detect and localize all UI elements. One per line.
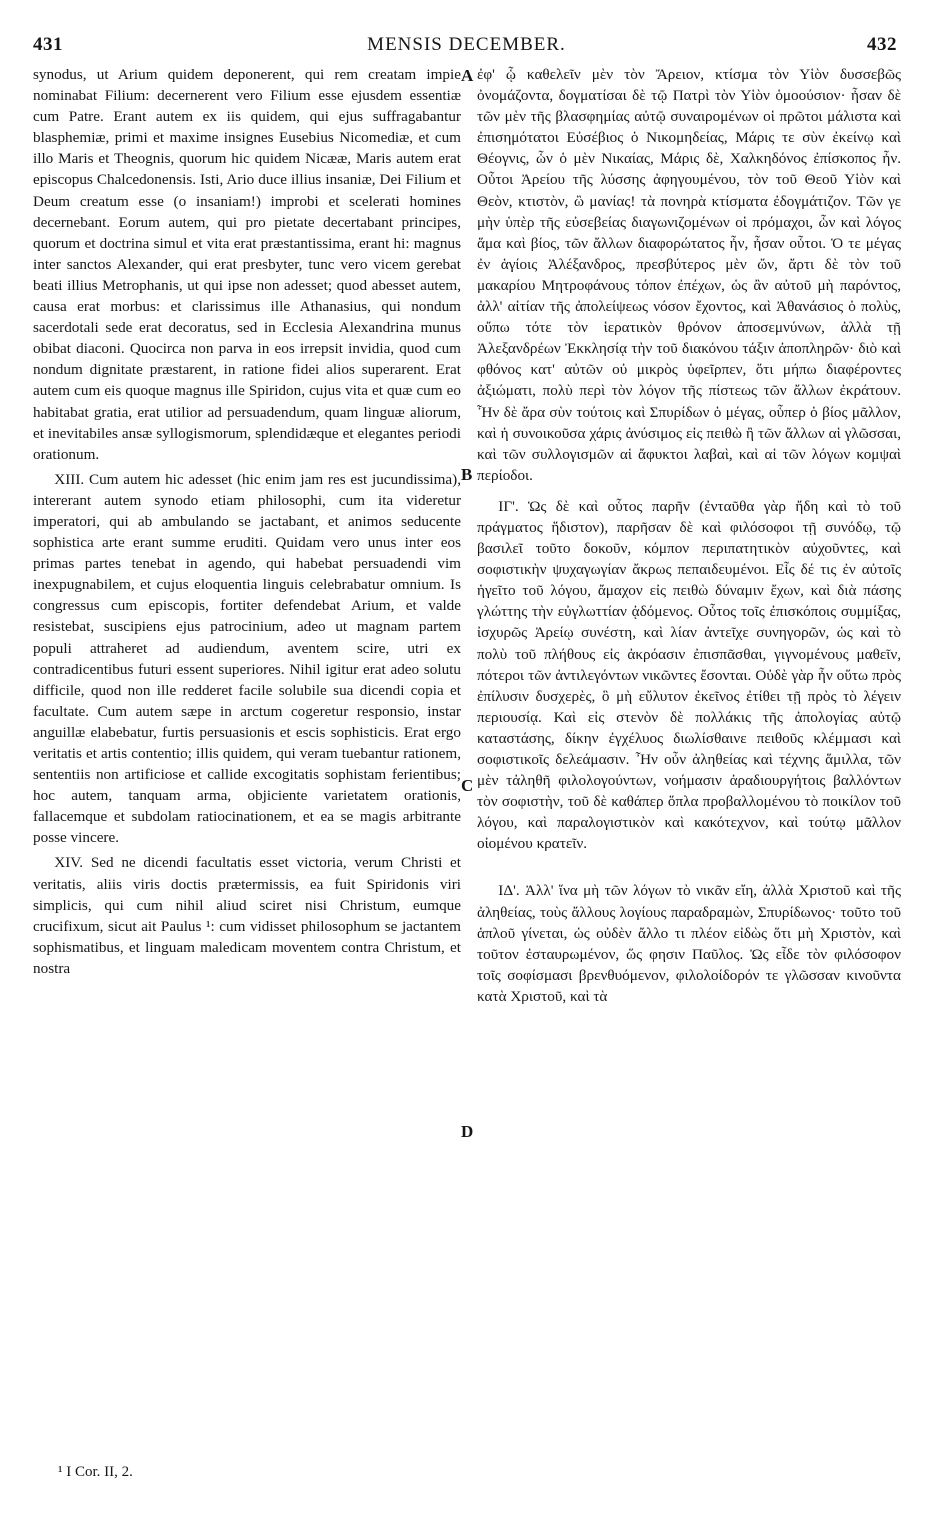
latin-paragraph-xiv: XIV. Sed ne dicendi facultatis esset victoria, verum Christi et veritatis, aliis viris doctis prætermissis, ea fuit Spiridonis viri simplicis, qui cum nihil aliud sciret nisi Christum, eumque crucifixum, sicut ait Paulus ¹: cum vidisset philosophum se jactantem sophismatibus, et linguam maledicam moventem contra Christum, et nostra — [33, 854, 461, 977]
page-number-right: 432 — [867, 34, 897, 55]
latin-paragraph-xiii: XIII. Cum autem hic adesset (hic enim jam res est jucundissima), intererant autem synodo etiam philosophi, cum ita videretur imperatori, qui ab ambulando se jactabant, et animos seducente sophistica arte erant summe eruditi. Quidam vero unus inter eos primas partes tenebat in agendo, qui habebat persuadendi vim inexpugnabilem, et cujus eloquentia linguis celebrabatur omnium. Is congressus cum episcopis, fortiter defendebat Arium, et valde resistebat, suscipiens ejus patrocinium, adeo ut magnam partem populi attraheret ad audiendum, aventem scire, utri ex contradicentibus futuri essent superiores. Nihil igitur erat adeo solutu difficile, quod non ille redderet facile solubile sua dicendi copia et facultate. Cum autem sæpe in arctum cogeretur responsio, instar anguillæ elabebatur, furtis persuasionis et escis sophisticis. Erat ergo veritatis et artis contentio; illis quidem, qui veram tuebantur rationem, sententiis non artificiose et callide excogitatis sophistam ferientibus; hoc autem, tanquam arma, objiciente varietatem orationis, fallacemque et subdolam ratiocinationem, et ea se magis arbitrante posse vincere. — [33, 470, 461, 847]
page-number-left: 431 — [33, 34, 63, 55]
greek-column — [477, 64, 901, 1007]
margin-marker-b: B — [461, 465, 473, 484]
margin-marker-d: D — [461, 1122, 474, 1141]
margin-marker-c: C — [461, 776, 474, 795]
margin-marker-a: A — [461, 66, 474, 85]
greek-paragraph-14: ΙΔ'. Ἀλλ' ἵνα μὴ τῶν λόγων τὸ νικᾶν εἴη, ἀλλὰ Χριστοῦ καὶ τῆς ἀληθείας, τοὺς ἄλλους λογίους παραδραμὼν, Σπυρίδωνος· τοῦτο τοῦ ἁπλοῦ γίνεται, ὡς οὐδὲν ἄλλο τι πλέον εἰδὼς ὅτι μὴ Χριστὸν, καὶ τοῦτον ἐσταυρωμένον, ὥς φησιν Παῦλος. Ὡς εἶδε τὸν φιλόσοφον τοῖς σοφίσμασι βρενθυόμενον, φιλολοίδορόν τε γλῶσσαν κινοῦντα κατὰ Χριστοῦ, καὶ τὰ — [477, 882, 901, 1005]
footnote: ¹ I Cor. II, 2. — [58, 1464, 133, 1480]
running-title: MENSIS DECEMBER. — [367, 34, 566, 55]
greek-paragraph-1: ἐφ' ᾧ καθελεῖν μὲν τὸν Ἄρειον, κτίσμα τὸν Υἱὸν δυσσεβῶς ὀνομάζοντα, δογματίσαι δὲ τῷ Πατρὶ τὸν Υἱὸν ὁμοούσιον· ἦσαν δὲ τῶν μὲν τῆς βλασφημίας αὐτῷ συναιρομένων οἱ πρῶτοι μάλιστα καὶ ἐπισημότατοι Εὐσέβιος ὁ Νικομηδείας, Μάρις τε σὺν ἐκείνῳ καὶ Θέογνις, ὧν ὁ μὲν Νικαίας, Μάρις δὲ, Χαλκηδόνος ἐπίσκοπος ἦν. Οὗτοι Ἀρείου τῆς λύσσης ἀφηγουμένου, τὸν τοῦ Θεοῦ Υἱὸν καὶ Θεὸν, κτιστὸν, ὢ μανίας! τὰ πονηρὰ κτίσματα ἐδογμάτιζον. Τῶν γε μὴν ὑπὲρ τῆς εὐσεβείας διαγωνιζομένων οἱ πρόμαχοι, ὧν καὶ λόγος ἅμα καὶ βίος, τῶν ἄλλων διαφορώτατος ἦν, ἦσαν οὗτοι. Ὁ τε μέγας ἐν ἁγίοις Ἀλέξανδρος, πρεσβύτερος μὲν ὤν, ἄρτι δὲ τὸν τοῦ μακαρίου Μητροφάνους τόπον ἐπέχων, ὡς ἂν αὐτοῦ μὴ παρόντος, ἀλλ' αἰτίαν τῆς ἀπολείψεως νόσον ἔχοντος, καὶ Ἀθανάσιος ὁ πολὺς, οὔπω τότε τὸν ἱερατικὸν θρόνον ἀποσεμνύνων, ἀλλὰ τῇ Ἀλεξανδρέων Ἐκκλησίᾳ τὴν τοῦ διακόνου τάξιν ἀποπληρῶν· διὸ καὶ φθόνος κατ' αὐτῶν οὐ μικρὸς ὑφεῖρπεν, ὅτι μήπω διαφέροντες ἀξιώματι, πολὺ περὶ τὸν λόγον τῆς πίστεως τῶν ἄλλων ἐκράτουν. Ἦν δὲ ἄρα σὺν τούτοις καὶ Σπυρίδων ὁ μέγας, οὗπερ ὁ βίος μᾶλλον, καὶ ἡ συνοικοῦσα χάρις ἀνύσιμος εἰς πειθὼ ἢ τῶν ἄλλων αἱ γλῶσσαι, καὶ τῶν συλλογισμῶν αἱ ἄφυκτοι λαβαὶ, καὶ αἱ τῶν λόγων κομψαὶ περίοδοι. — [477, 66, 901, 484]
latin-paragraph-1: synodus, ut Arium quidem deponerent, qui rem creatam impie nominabat Filium: decernerent vero Filium esse ejusdem essentiæ cum Patre. Erant autem ex iis quidem, qui ejus suffragabantur blasphemiæ, primi et maxime insignes Eusebius Nicomediæ, et cum illo Maris et Theognis, quorum hic quidem Nicææ, Maris autem erat episcopus Chalcedonensis. Isti, Ario duce illius insaniæ, Dei Filium et Deum creatum esse (o insaniam!) improbi et scelerati homines decernebant. Eorum autem, qui pro pietate decertabant principes, quorum et doctrina simul et vita erat præstantissima, erant hi: magnus inter sanctos Alexander, qui erat presbyter, tunc vero vicem gerebat beati illius Metrophanis, ut qui ipse non adesset; quod abesset autem, causa erat morbus: et clarissimus ille Athanasius, qui nondum sacerdotali sede erat decoratus, sed in Ecclesia Alexandrina munus obibat diaconi. Quocirca non parva in eos irrepsit invidia, quod cum nondum dignitate præstarent, in ratione fidei alios superarent. Erat autem cum eis quoque magnus ille Spiridon, cujus vita et quæ cum eo habitabat gratia, erat utilior ad persuadendum, quam linguæ aliorum, et inevitabiles ansæ syllogismorum, splendidæque et elegantes periodi orationum. — [33, 66, 461, 463]
latin-column — [33, 64, 461, 979]
greek-paragraph-13: ΙΓ'. Ὡς δὲ καὶ οὗτος παρῆν (ἐνταῦθα γὰρ ἤδη καὶ τὸ τοῦ πράγματος ἥδιστον), παρῆσαν δὲ καὶ φιλόσοφοι τῇ συνόδῳ, τῷ βασιλεῖ τοῦτο δοκοῦν, κόμπον περιπατητικὸν αὐχοῦντες, καὶ σοφιστικὴν ψυχαγωγίαν ἄκρως πεπαιδευμένοι. Εἷς δέ τις ἐν αὐτοῖς ἡγεῖτο τοῦ λόγου, ἄμαχον εἰς πειθὼ δύναμιν ἔχων, καὶ διὰ πάσης γλώττης τὴν εὐγλωττίαν ᾀδόμενος. Οὗτος τοῖς ἐπισκόποις συμμίξας, ἰσχυρῶς Ἀρείῳ συνέστη, καὶ λίαν ἀντεῖχε συνηγορῶν, ὡς καὶ τὸ πολὺ τοῦ πλήθους εἰς ἀκρόασιν ἐπισπᾶσθαι, γιγνομένους μαθεῖν, πότεροι τῶν ἀντιλεγόντων νικῶντες ἔσονται. Οὐδὲ γὰρ ἦν οὕτω πρὸς ἐπίλυσιν δυσχερὲς, ὃ μὴ εὔλυτον ἐκεῖνος ἐτίθει τῇ πρὸς τὸ λέγειν περιουσίᾳ. Καὶ εἰς στενὸν δὲ πολλάκις τῆς ἀπολογίας αὐτῷ καταστάσης, δίκην ἐγχέλυος διωλίσθαινε πειθοῦς κλέμμασι καὶ σοφιστικοῖς δελεάμασιν. Ἦν οὖν ἀληθείας καὶ τέχνης ἅμιλλα, τῶν μὲν τἀληθῆ φιλολογούντων, νοήμασιν ἀραδιουργήτοις βαλλόντων τὸν σοφιστὴν, τοῦ δὲ καθάπερ ὅπλα προβαλλομένου τὸ ποικίλον τοῦ λόγου, καὶ παραλογιστικὸν καὶ κακότεχνον, καὶ τούτῳ μᾶλλον οἰομένου κρατεῖν. — [477, 497, 901, 853]
